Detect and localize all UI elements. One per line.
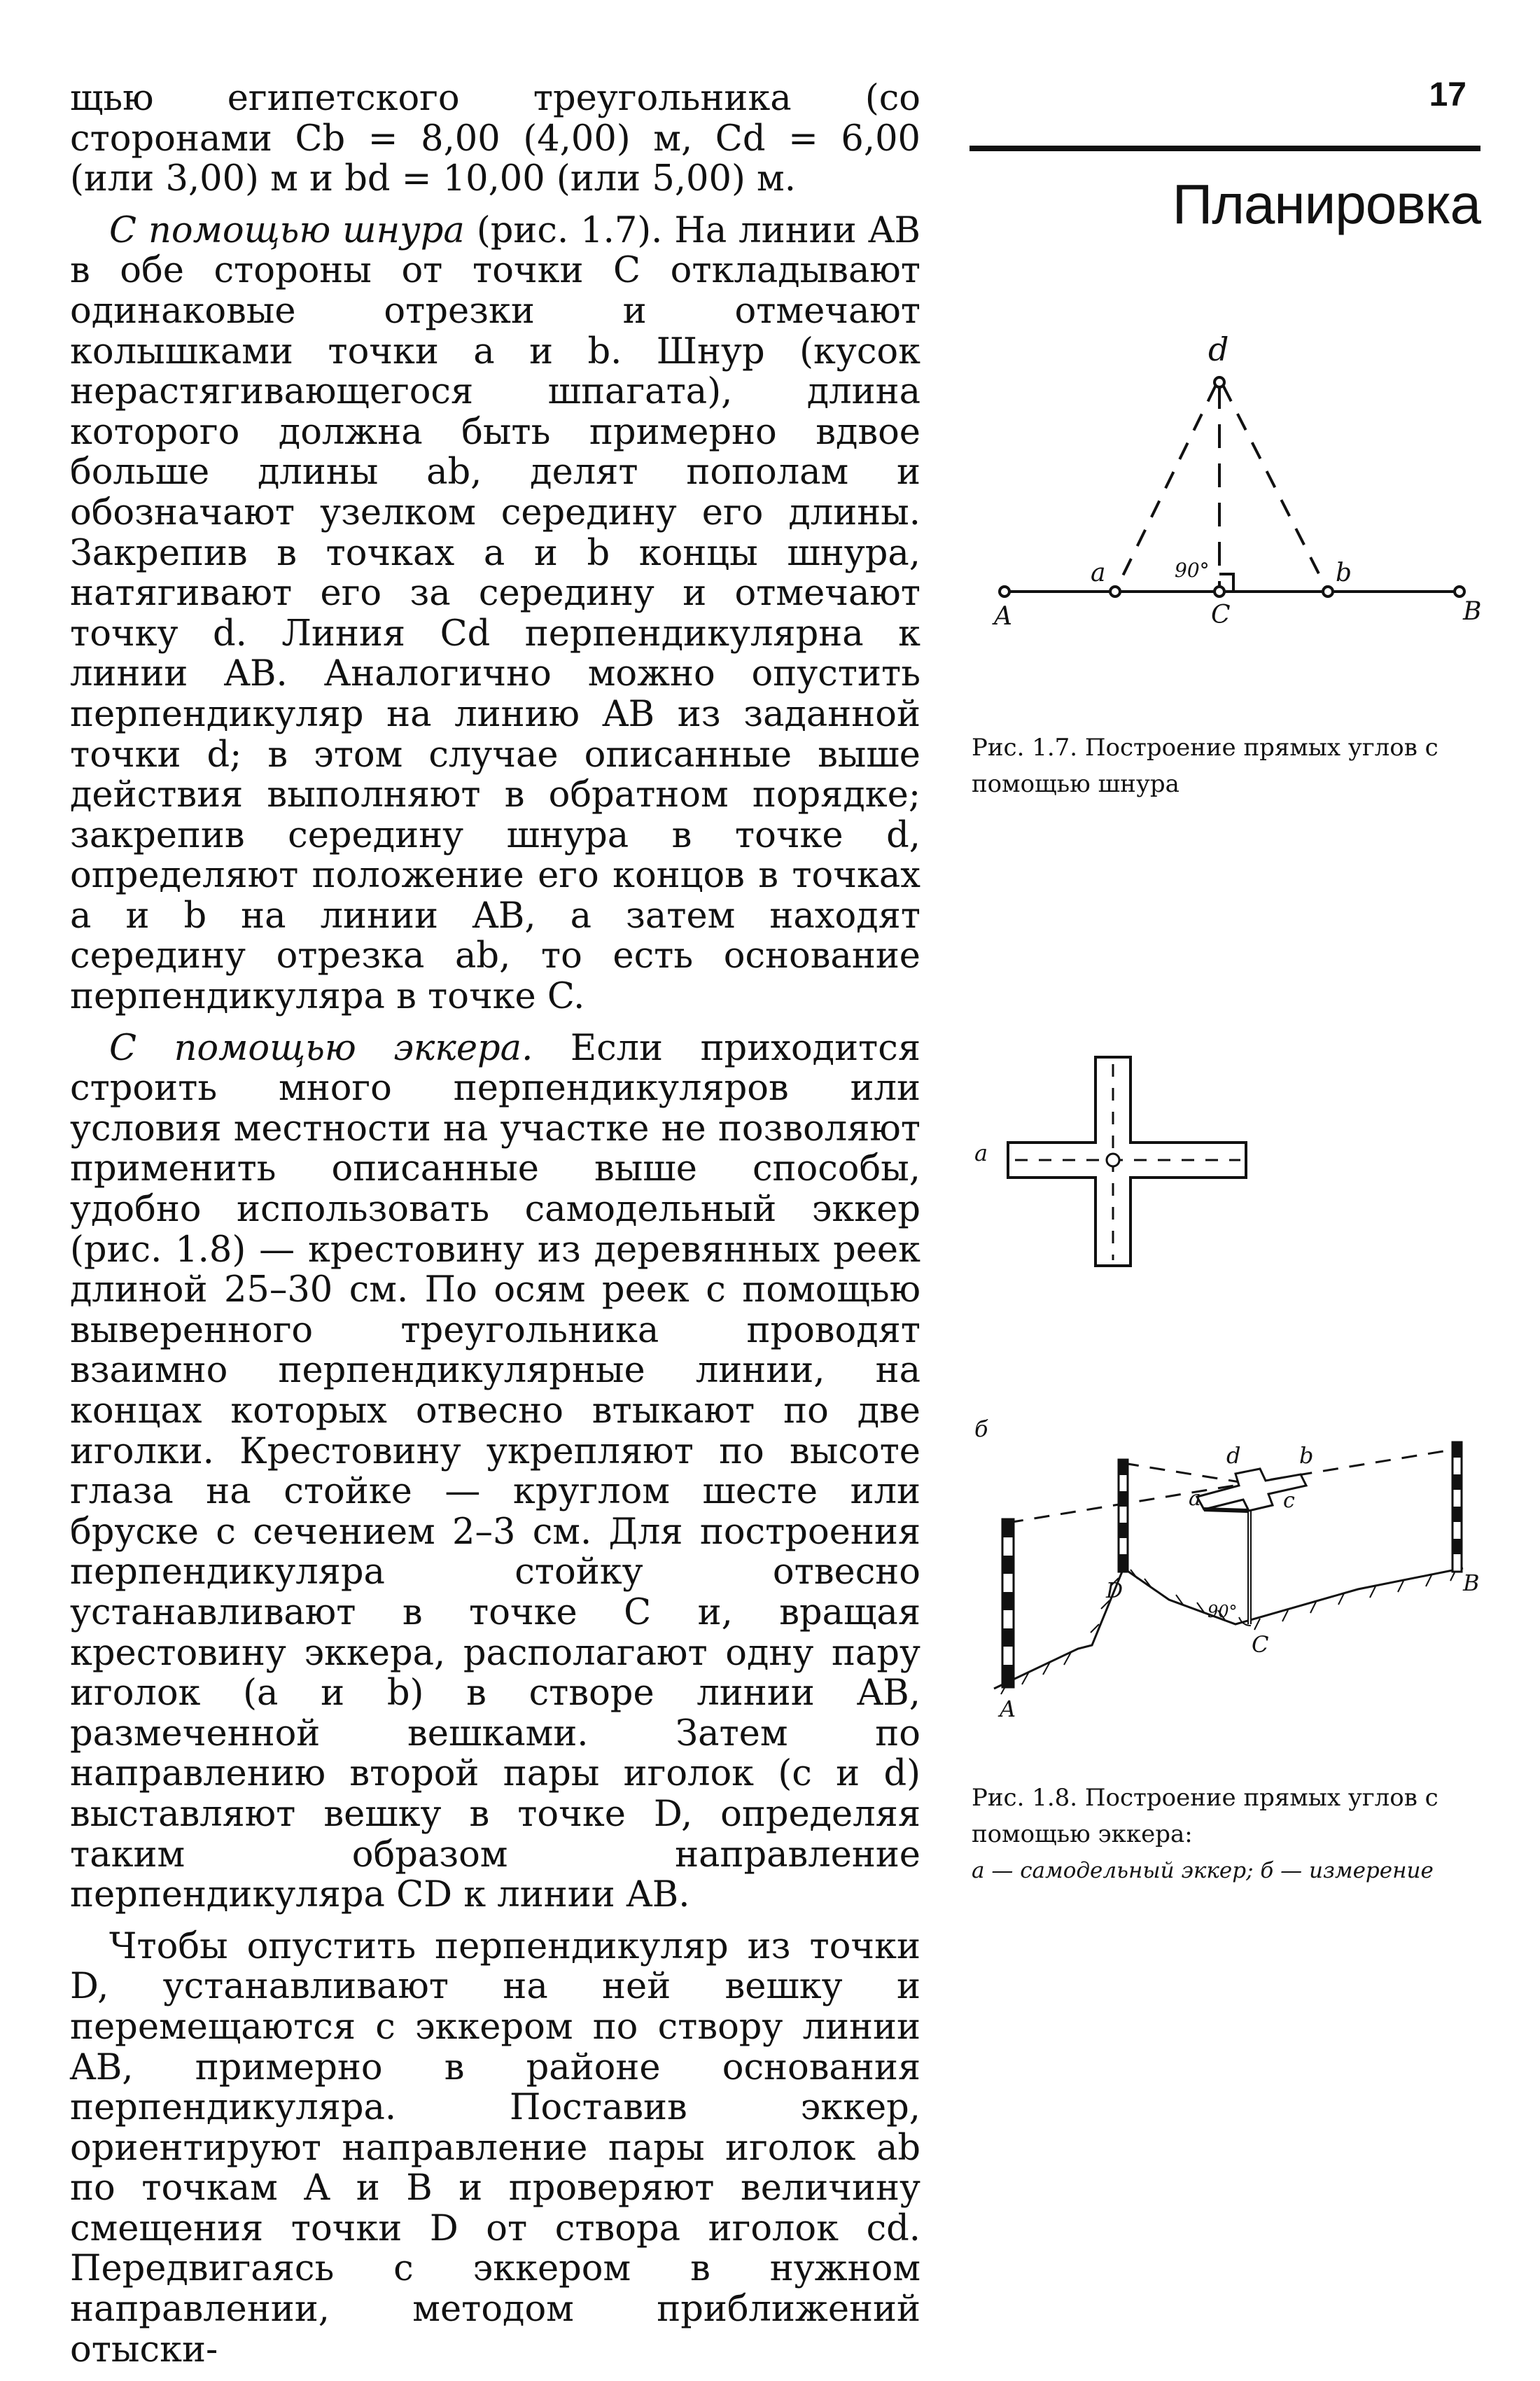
figure-1-7 (980, 329, 1512, 651)
pole-b (1452, 1442, 1462, 1572)
point-c (1214, 587, 1224, 596)
label-a-end: A (994, 602, 1012, 631)
point-d (1214, 377, 1224, 387)
label-A: A (1000, 1696, 1016, 1722)
cross-center (1107, 1154, 1119, 1166)
paragraph-3 (70, 1028, 920, 1915)
chapter-title: Планировка (1172, 173, 1480, 235)
cross-ekker (1008, 1057, 1246, 1266)
paragraph-3-body: Если приходится строить много перпендикуляров или условия местности на участке не позволяют применить описанные выше способы, удобно использовать самодельный эккер (рис. 1.8) — крестовину из деревянных реек длиной 25–30 см. По осям реек с помощью выверенного треугольника проводят взаимно перпендикулярные линии, на концах которых отвесно втыкают по две иголки. Крестовину укрепляют по высоте глаза на стойке — круглом шесте или бруске с сечением 2–3 см. Для построения перпендикуляра стойку отвесно устанавливают в точке C и, вращая крестовину эккера, располагают одну пару иголок (a и b) в створе линии AB, размеченной вешками. Затем по направлению второй пары иголок (c и d) выставляют вешку в точке D, определяя таким образом направление перпендикуляра CD к линии AB. (70, 1027, 921, 1916)
ground-line (994, 1568, 1463, 1689)
label-a: a (1189, 1486, 1201, 1511)
figure-1-8-subcaption: а — самодельный эккер; б — измерение (972, 1858, 1434, 1883)
label-fig-b: б (974, 1416, 988, 1442)
label-C: C (1252, 1631, 1269, 1658)
figure-1-8-caption (972, 1780, 1504, 1889)
label-d: d (1226, 1442, 1241, 1469)
pole-d (1119, 1460, 1128, 1572)
label-b-small: b (1336, 559, 1352, 587)
paragraph-3-heading: С помощью эккера. (109, 1027, 533, 1069)
pole-a (1002, 1519, 1014, 1687)
paragraph-4: Чтобы опустить перпендикуляр из точки D, устанавливают на ней вешку и перемещаются с эккером по створу линии AB, примерно в районе основания перпендикуляра. Поставив эккер, ориентируют направление пары иголок ab по точкам A и B и проверяют величину смещения точки D от створа иголок cd. Передвигаясь с эккером в нужном направлении, методом приближений отыски- (70, 1925, 920, 2370)
point-a-small (1110, 587, 1120, 596)
ground-hatching (1001, 1570, 1456, 1694)
label-b-end: B (1463, 597, 1482, 626)
label-angle: 90° (1208, 1602, 1238, 1621)
figure-1-8b (966, 1407, 1505, 1736)
label-b: b (1299, 1442, 1314, 1469)
label-c: C (1211, 601, 1231, 629)
body-text-column (70, 78, 920, 2381)
point-a-end (1000, 587, 1009, 596)
paragraph-2-heading: С помощью шнура (109, 209, 465, 251)
point-b-small (1323, 587, 1333, 596)
page-number: 17 (1429, 76, 1466, 113)
label-angle: 90° (1175, 559, 1210, 582)
figure-1-8-caption-main: Рис. 1.8. Построение прямых углов с помощью эккера: (972, 1784, 1438, 1848)
label-c: c (1283, 1488, 1295, 1513)
label-a-small: a (1091, 559, 1106, 587)
label-B: B (1463, 1570, 1480, 1596)
point-b-end (1455, 587, 1464, 596)
ekker-cross-shade (1204, 1509, 1249, 1511)
paragraph-2-body: (рис. 1.7). На линии AB в обе стороны от точки C откладывают одинаковые отрезки и отмечают колышками точки a и b. Шнур (кусок нерастягивающегося шпагата), длина которого должна быть примерно вдвое больше длины ab, делят пополам и обозначают узелком середину его длины. Закрепив в точках a и b концы шнура, натягивают его за середину и отмечают точку d. Линия Cd перпендикулярна к линии AB. Аналогично можно опустить перпендикуляр на линию AB из заданной точки d; в этом случае описанные выше действия выполняют в обратном порядке; закрепив середину шнура в точке d, определяют положение его концов в точках a и b на линии AB, а затем находят середину отрезка ab, то есть основание перпендикуляра в точке C. (70, 209, 920, 1018)
label-fig-a: а (974, 1140, 988, 1166)
label-d: d (1208, 330, 1229, 368)
dashed-line-db (1223, 385, 1328, 592)
header-rule (969, 146, 1480, 151)
figure-1-7-caption: Рис. 1.7. Построение прямых углов с помощью шнура (972, 734, 1438, 798)
paragraph-1: щью египетского треугольника (со сторонами Cb = 8,00 (4,00) м, Cd = 6,00 (или 3,00) м и bd = 10,00 (или 5,00) м. (70, 78, 920, 200)
paragraph-2 (70, 211, 920, 1017)
label-D: D (1106, 1579, 1124, 1603)
figure-1-8a (966, 1043, 1274, 1295)
